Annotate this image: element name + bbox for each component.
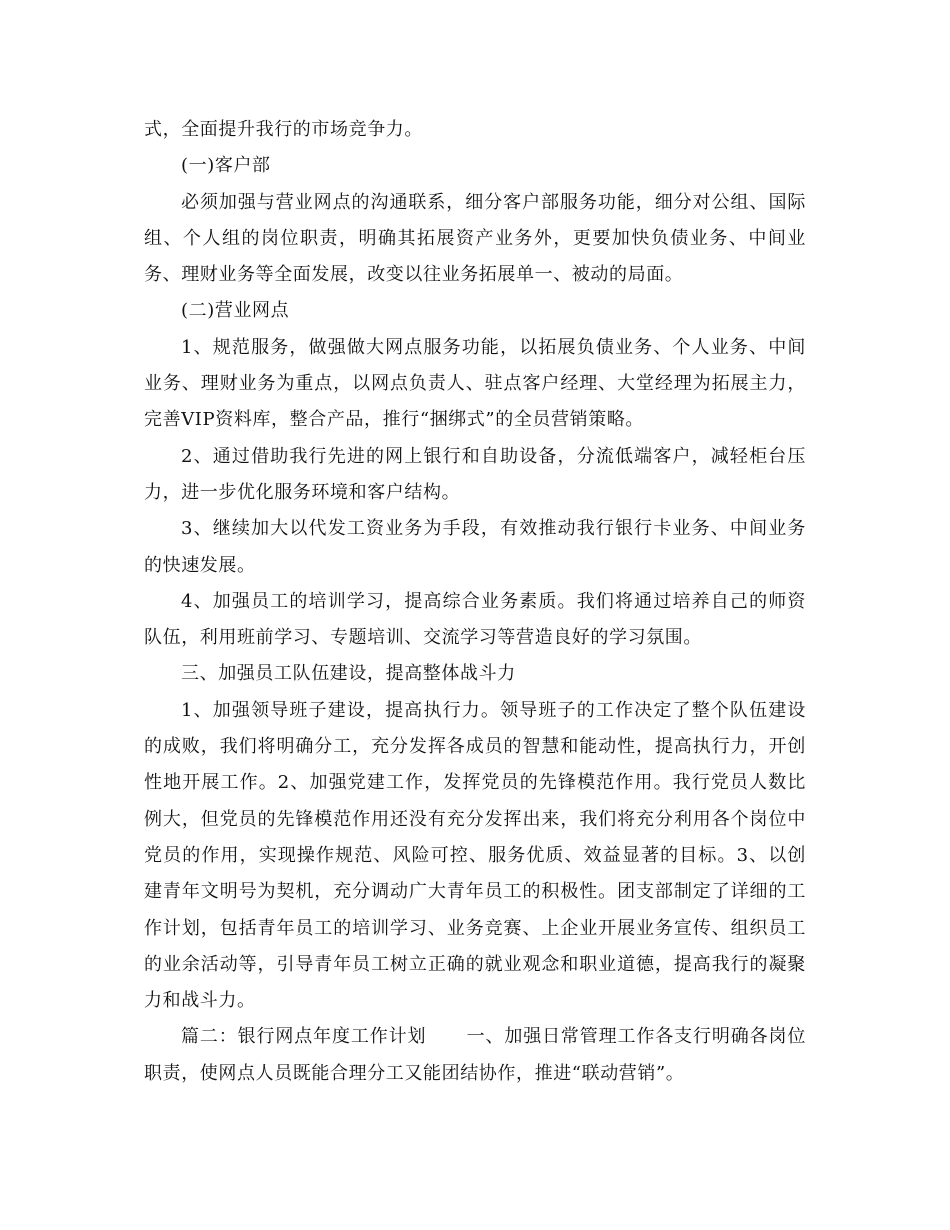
- paragraph-part-two: [144, 1019, 806, 1092]
- paragraph-continuation: 式，全面提升我行的市场竞争力。: [144, 119, 423, 140]
- section-heading-customer-dept: (一)客户部: [181, 155, 271, 177]
- section-heading-staff-building: 三、加强员工队伍建设，提高整体战斗力: [181, 663, 516, 685]
- paragraph-item-3: 3、继续加大以代发工资业务为手段，有效推动我行银行卡业务、中间业务的快速发展。: [144, 518, 806, 576]
- document-body: [144, 112, 806, 1092]
- paragraph-item-4: 4、加强员工的培训学习，提高综合业务素质。我们将通过培养自己的师资队伍，利用班前学习、专题培训、交流学习等营造良好的学习氛围。: [144, 590, 806, 649]
- section-heading-business-outlets: (二)营业网点: [181, 300, 290, 322]
- paragraph-staff-building: 1、加强领导班子建设，提高执行力。领导班子的工作决定了整个队伍建设的成败，我们将明确分工，充分发挥各成员的智慧和能动性，提高执行力，开创性地开展工作。2、加强党建工作，发挥党员的先锋模范作用。我行党员人数比例大，但党员的先锋模范作用还没有充分发挥出来，我们将充分利用各个岗位中党员的作用，实现操作规范、风险可控、服务优质、效益显著的目标。3、以创建青年文明号为契机，充分调动广大青年员工的积极性。团支部制定了详细的工作计划，包括青年员工的培训学习、业务竞赛、上企业开展业务宣传、组织员工的业余活动等，引导青年员工树立正确的就业观念和职业道德，提高我行的凝聚力和战斗力。: [144, 699, 806, 1012]
- paragraph-customer-dept: 必须加强与营业网点的沟通联系，细分客户部服务功能，细分对公组、国际组、个人组的岗位职责，明确其拓展资产业务外，更要加快负债业务、中间业务、理财业务等全面发展，改变以往业务拓展单一、被动的局面。: [144, 191, 806, 286]
- part-two-first-item: 一、加强日常管理工作各支行明确各岗位职责，使网点人员既能合理分工又能团结协作，推进“联动营销”。: [144, 1026, 806, 1084]
- paragraph-item-2: 2、通过借助我行先进的网上银行和自助设备，分流低端客户，减轻柜台压力，进一步优化服务环境和客户结构。: [144, 445, 806, 503]
- part-two-title: 篇二：银行网点年度工作计划: [181, 1026, 427, 1048]
- paragraph-item-1: 1、规范服务，做强做大网点服务功能，以拓展负债业务、个人业务、中间业务、理财业务为重点，以网点负责人、驻点客户经理、大堂经理为拓展主力，完善VIP资料库，整合产品，推行“捆绑式”的全员营销策略。: [144, 336, 806, 431]
